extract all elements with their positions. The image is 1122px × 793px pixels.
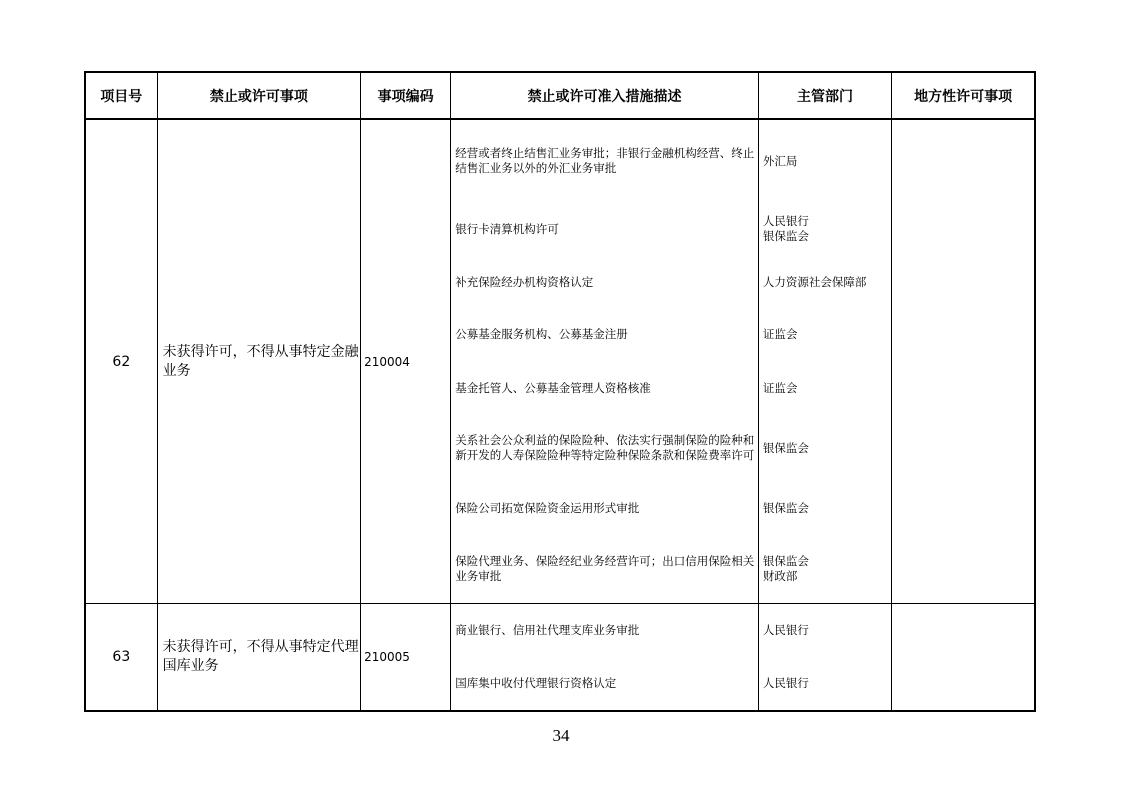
- header-local-permit: 地方性许可事项: [892, 72, 1035, 119]
- page-number: 34: [552, 726, 570, 745]
- measure-description-text: 经营或者终止结售汇业务审批；非银行金融机构经营、终止结售汇业务以外的外汇业务审批: [455, 146, 755, 175]
- measure-description: [451, 256, 758, 308]
- measure-description-text: 银行卡清算机构许可: [455, 221, 559, 236]
- measure-department-text: 人民银行: [762, 623, 809, 637]
- measure-description: [451, 481, 758, 535]
- measure-department: [759, 415, 891, 481]
- measure-description-text: 保险代理业务、保险经纪业务经营许可；出口信用保险相关业务审批: [455, 554, 755, 583]
- header-code: 事项编码: [361, 72, 451, 119]
- item-number: 62: [85, 119, 157, 604]
- measure-departments: [758, 604, 891, 712]
- table-row: [85, 604, 1035, 712]
- measure-department-text: 人民银行 银保监会: [762, 214, 809, 243]
- header-item: 禁止或许可事项: [157, 72, 360, 119]
- measure-description: [451, 120, 758, 202]
- table-row: [85, 119, 1035, 604]
- measure-descriptions: [451, 119, 759, 604]
- measure-departments: [758, 119, 891, 604]
- measure-description: [451, 604, 758, 657]
- measure-department: [759, 202, 891, 256]
- measure-description-text: 国库集中收付代理银行资格认定: [455, 676, 617, 690]
- measure-department: [759, 120, 891, 202]
- measure-department-text: 外汇局: [762, 153, 798, 168]
- local-permit-cell: [892, 604, 1035, 712]
- measure-department-text: 银保监会 财政部: [762, 554, 809, 583]
- table-header-row: [85, 72, 1035, 119]
- header-item-number: 项目号: [85, 72, 157, 119]
- item-code: 210005: [361, 604, 451, 712]
- measure-description: [451, 657, 758, 710]
- measure-description-text: 保险公司拓宽保险资金运用形式审批: [455, 500, 640, 515]
- measure-description-text: 公募基金服务机构、公募基金注册: [455, 327, 628, 341]
- measure-department: [759, 308, 891, 361]
- measure-department-text: 银保监会: [762, 500, 809, 515]
- measure-department: [759, 657, 891, 710]
- local-permit-cell: [892, 119, 1035, 604]
- measure-department: [759, 535, 891, 603]
- header-department: 主管部门: [758, 72, 891, 119]
- item-name: 未获得许可，不得从事特定代理国库业务: [157, 604, 360, 712]
- measure-department-text: 人力资源社会保障部: [762, 274, 867, 289]
- item-name: 未获得许可，不得从事特定金融业务: [157, 119, 360, 604]
- measure-description-text: 关系社会公众利益的保险险种、依法实行强制保险的险种和新开发的人寿保险险种等特定险种保险条款和保险费率许可: [455, 433, 755, 462]
- measure-descriptions: [451, 604, 759, 712]
- measure-department: [759, 256, 891, 308]
- item-code: 210004: [361, 119, 451, 604]
- measure-department: [759, 604, 891, 657]
- header-description: 禁止或许可准入措施描述: [451, 72, 759, 119]
- measure-department-text: 人民银行: [762, 676, 809, 690]
- item-number: 63: [85, 604, 157, 712]
- measure-description: [451, 361, 758, 415]
- measure-department: [759, 361, 891, 415]
- measure-description: [451, 308, 758, 361]
- measure-description: [451, 535, 758, 603]
- measure-description-text: 基金托管人、公募基金管理人资格核准: [455, 380, 651, 395]
- measure-department-text: 银保监会: [762, 440, 809, 455]
- measure-description: [451, 202, 758, 256]
- permit-table: [84, 71, 1036, 712]
- measure-department: [759, 481, 891, 535]
- measure-description-text: 补充保险经办机构资格认定: [455, 274, 594, 289]
- measure-description-text: 商业银行、信用社代理支库业务审批: [455, 623, 640, 637]
- measure-department-text: 证监会: [762, 380, 798, 395]
- measure-department-text: 证监会: [762, 327, 798, 341]
- measure-description: [451, 415, 758, 481]
